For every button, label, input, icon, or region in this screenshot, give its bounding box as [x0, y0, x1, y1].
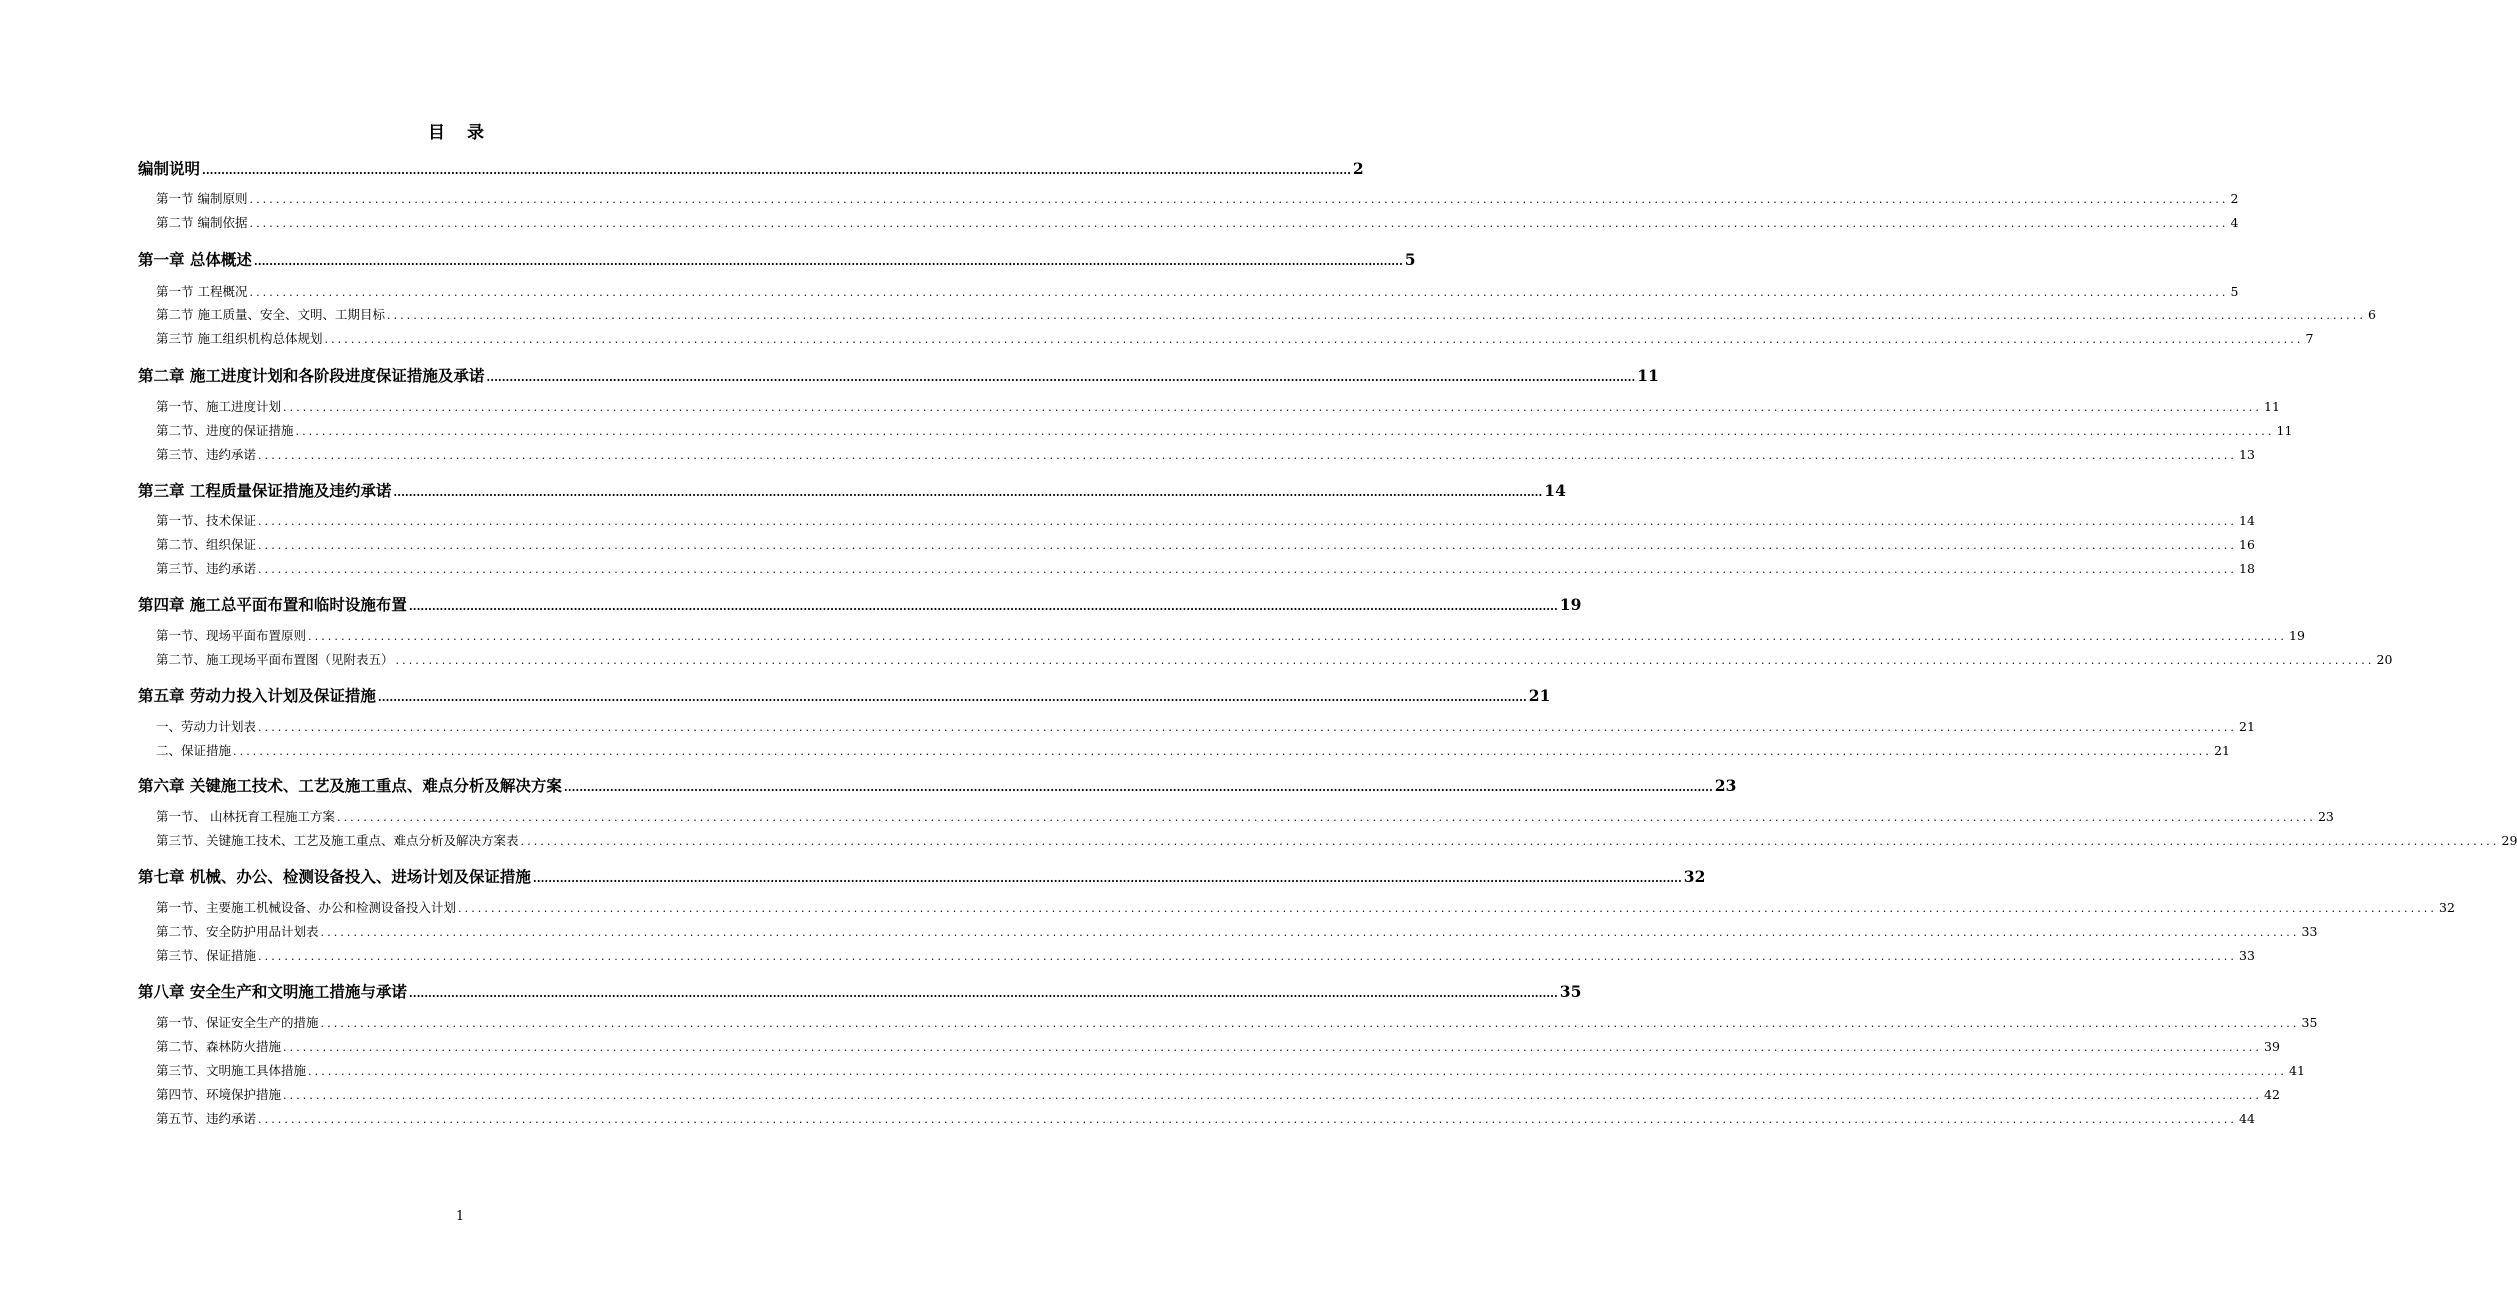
toc-entry-label: 第二节、进度的保证措施	[156, 423, 294, 438]
toc-entry-label: 第二节 编制依据	[156, 215, 248, 230]
toc-entry-page: 13	[2239, 447, 2255, 462]
toc-section-entry[interactable]	[156, 947, 2255, 965]
toc-entry-label: 第六章 关键施工技术、工艺及施工重点、难点分析及解决方案	[138, 776, 562, 795]
toc-section-entry[interactable]	[156, 808, 2334, 826]
toc-section-entry[interactable]	[156, 422, 2293, 440]
toc-entry-page: 35	[2301, 1015, 2318, 1030]
toc-entry-page: 19	[2289, 628, 2305, 643]
toc-chapter-entry[interactable]	[138, 685, 1551, 707]
toc-leader-dots: ............................................................................................................................................................................................................................................................................................................	[258, 950, 2237, 963]
toc-entry-label: 二、保证措施	[156, 743, 232, 758]
toc-entry-label: 第一节、主要施工机械设备、办公和检测设备投入计划	[156, 900, 457, 915]
toc-leader-dots: ............................................................................................................................................................................................................................................................................................................	[336, 811, 2316, 824]
toc-entry-page: 4	[2230, 215, 2239, 230]
toc-leader-dots: ............................................................................................................................................................................................................................................................................................................	[258, 563, 2237, 576]
toc-entry-page: 6	[2367, 307, 2376, 322]
toc-entry-page: 19	[1559, 595, 1582, 614]
toc-entry-label: 第二章 施工进度计划和各阶段进度保证措施及承诺	[138, 366, 485, 385]
toc-leader-dots: ............................................................................................................................................................................................................................................................................................................	[249, 286, 2229, 299]
toc-entry-label: 第一章 总体概述	[138, 250, 252, 269]
toc-entry-page: 44	[2239, 1111, 2255, 1126]
toc-entry-label: 第一节、技术保证	[156, 513, 257, 528]
toc-entry-page: 23	[1714, 776, 1737, 795]
toc-section-entry[interactable]	[156, 214, 2239, 232]
toc-entry-page: 20	[2376, 652, 2393, 667]
toc-leader-dots: ............................................................................................................................................................................................................................................................................................................	[520, 835, 2500, 848]
toc-leader-dots: ............................................................................................................................................................................................................................................................................................................	[563, 781, 1713, 794]
toc-entry-label: 第三章 工程质量保证措施及违约承诺	[138, 481, 392, 500]
toc-entry-page: 14	[1544, 481, 1566, 500]
toc-entry-page: 32	[2439, 900, 2455, 915]
toc-entry-label: 第二节、安全防护用品计划表	[156, 924, 319, 939]
toc-leader-dots: ............................................................................................................................................................................................................................................................................................................	[395, 654, 2375, 667]
toc-leader-dots: ............................................................................................................................................................................................................................................................................................................	[408, 600, 1558, 613]
toc-entry-page: 11	[2264, 399, 2280, 414]
toc-entry-page: 42	[2264, 1087, 2280, 1102]
toc-entry-label: 编制说明	[138, 159, 201, 178]
toc-entry-label: 第二节、森林防火措施	[156, 1039, 282, 1054]
toc-leader-dots: ............................................................................................................................................................................................................................................................................................................	[377, 691, 1527, 704]
toc-entry-label: 第三节、违约承诺	[156, 561, 257, 576]
toc-leader-dots: ............................................................................................................................................................................................................................................................................................................	[202, 164, 1351, 177]
toc-chapter-entry[interactable]	[138, 866, 1706, 888]
toc-leader-dots: ............................................................................................................................................................................................................................................................................................................	[233, 745, 2212, 758]
toc-section-entry[interactable]	[156, 1014, 2318, 1032]
toc-entry-page: 32	[1683, 867, 1706, 886]
toc-section-entry[interactable]	[156, 923, 2318, 941]
toc-section-entry[interactable]	[156, 446, 2255, 464]
toc-entry-page: 23	[2317, 809, 2334, 824]
toc-entry-label: 第二节 施工质量、安全、文明、工期目标	[156, 307, 385, 322]
toc-entry-page: 35	[1559, 982, 1582, 1001]
toc-section-entry[interactable]	[156, 1110, 2255, 1128]
toc-section-entry[interactable]	[156, 306, 2376, 324]
toc-section-entry[interactable]	[156, 1086, 2280, 1104]
toc-entry-label: 第一节、保证安全生产的措施	[156, 1015, 319, 1030]
toc-entry-label: 第三节 施工组织机构总体规划	[156, 331, 323, 346]
toc-section-entry[interactable]	[156, 1062, 2305, 1080]
toc-leader-dots: ............................................................................................................................................................................................................................................................................................................	[386, 309, 2366, 322]
toc-entry-label: 第三节、违约承诺	[156, 447, 257, 462]
toc-leader-dots: ............................................................................................................................................................................................................................................................................................................	[283, 1089, 2262, 1102]
toc-entry-page: 16	[2239, 537, 2255, 552]
toc-chapter-entry[interactable]	[138, 365, 1659, 387]
toc-leader-dots: ............................................................................................................................................................................................................................................................................................................	[393, 486, 1543, 499]
toc-section-entry[interactable]	[156, 560, 2255, 578]
toc-leader-dots: ............................................................................................................................................................................................................................................................................................................	[320, 1017, 2300, 1030]
toc-entry-label: 第五节、违约承诺	[156, 1111, 257, 1126]
toc-entry-page: 11	[1637, 366, 1659, 385]
toc-section-entry[interactable]	[156, 1038, 2280, 1056]
toc-leader-dots: ............................................................................................................................................................................................................................................................................................................	[308, 1065, 2287, 1078]
toc-leader-dots: ............................................................................................................................................................................................................................................................................................................	[324, 333, 2304, 346]
toc-leader-dots: ............................................................................................................................................................................................................................................................................................................	[283, 401, 2262, 414]
toc-entry-page: 14	[2239, 513, 2255, 528]
toc-section-entry[interactable]	[156, 832, 2517, 850]
toc-section-entry[interactable]	[156, 651, 2393, 669]
toc-entry-label: 第二节、组织保证	[156, 537, 257, 552]
toc-leader-dots: ............................................................................................................................................................................................................................................................................................................	[458, 902, 2437, 915]
toc-chapter-entry[interactable]	[138, 775, 1737, 797]
toc-entry-label: 第一节、 山林抚育工程施工方案	[156, 809, 335, 824]
toc-section-entry[interactable]	[156, 398, 2280, 416]
toc-entry-page: 39	[2264, 1039, 2280, 1054]
toc-entry-page: 33	[2239, 948, 2255, 963]
toc-entry-label: 第七章 机械、办公、检测设备投入、进场计划及保证措施	[138, 867, 531, 886]
toc-section-entry[interactable]	[156, 899, 2455, 917]
toc-entry-page: 5	[1404, 250, 1416, 269]
toc-leader-dots: ............................................................................................................................................................................................................................................................................................................	[253, 255, 1403, 268]
toc-section-entry[interactable]	[156, 627, 2305, 645]
toc-section-entry[interactable]	[156, 742, 2230, 760]
toc-entry-page: 2	[2230, 191, 2239, 206]
toc-entry-page: 33	[2301, 924, 2318, 939]
toc-entry-page: 5	[2230, 284, 2239, 299]
toc-leader-dots: ............................................................................................................................................................................................................................................................................................................	[258, 539, 2237, 552]
toc-leader-dots: ............................................................................................................................................................................................................................................................................................................	[308, 630, 2287, 643]
toc-section-entry[interactable]	[156, 718, 2255, 736]
toc-section-entry[interactable]	[156, 190, 2239, 208]
toc-chapter-entry[interactable]	[138, 158, 1364, 180]
toc-chapter-entry[interactable]	[138, 249, 1416, 271]
toc-title: 目 录	[428, 123, 492, 143]
toc-leader-dots: ............................................................................................................................................................................................................................................................................................................	[283, 1041, 2262, 1054]
toc-leader-dots: ............................................................................................................................................................................................................................................................................................................	[258, 721, 2237, 734]
toc-entry-page: 2	[1352, 159, 1364, 178]
toc-leader-dots: ............................................................................................................................................................................................................................................................................................................	[532, 872, 1682, 885]
page-number: 1	[455, 1209, 465, 1224]
toc-entry-page: 21	[2239, 719, 2255, 734]
toc-leader-dots: ............................................................................................................................................................................................................................................................................................................	[486, 371, 1636, 384]
toc-leader-dots: ............................................................................................................................................................................................................................................................................................................	[295, 425, 2275, 438]
toc-entry-page: 21	[1528, 686, 1551, 705]
toc-entry-page: 18	[2239, 561, 2255, 576]
toc-section-entry[interactable]	[156, 330, 2314, 348]
toc-leader-dots: ............................................................................................................................................................................................................................................................................................................	[249, 193, 2229, 206]
toc-entry-label: 第三节、保证措施	[156, 948, 257, 963]
toc-entry-label: 第一节、现场平面布置原则	[156, 628, 307, 643]
toc-entry-label: 第四章 施工总平面布置和临时设施布置	[138, 595, 407, 614]
toc-entry-label: 第五章 劳动力投入计划及保证措施	[138, 686, 376, 705]
toc-entry-label: 第一节 编制原则	[156, 191, 248, 206]
toc-chapter-entry[interactable]	[138, 480, 1566, 502]
toc-entry-label: 第二节、施工现场平面布置图（见附表五）	[156, 652, 394, 667]
toc-section-entry[interactable]	[156, 536, 2255, 554]
toc-entry-page: 29	[2501, 833, 2517, 848]
toc-leader-dots: ............................................................................................................................................................................................................................................................................................................	[320, 926, 2300, 939]
toc-section-entry[interactable]	[156, 283, 2239, 301]
toc-leader-dots: ............................................................................................................................................................................................................................................................................................................	[249, 217, 2229, 230]
toc-entry-label: 第一节 工程概况	[156, 284, 248, 299]
toc-entry-label: 一、劳动力计划表	[156, 719, 257, 734]
toc-entry-label: 第四节、环境保护措施	[156, 1087, 282, 1102]
toc-chapter-entry[interactable]	[138, 594, 1582, 616]
toc-chapter-entry[interactable]	[138, 981, 1582, 1003]
toc-entry-label: 第三节、文明施工具体措施	[156, 1063, 307, 1078]
toc-entry-page: 41	[2289, 1063, 2305, 1078]
toc-leader-dots: ............................................................................................................................................................................................................................................................................................................	[408, 987, 1558, 1000]
toc-entry-label: 第三节、关键施工技术、工艺及施工重点、难点分析及解决方案表	[156, 833, 519, 848]
toc-leader-dots: ............................................................................................................................................................................................................................................................................................................	[258, 449, 2237, 462]
toc-entry-page: 21	[2214, 743, 2230, 758]
toc-entry-label: 第八章 安全生产和文明施工措施与承诺	[138, 982, 407, 1001]
toc-entry-label: 第一节、施工进度计划	[156, 399, 282, 414]
toc-leader-dots: ............................................................................................................................................................................................................................................................................................................	[258, 1113, 2237, 1126]
toc-section-entry[interactable]	[156, 512, 2255, 530]
toc-entry-page: 7	[2305, 331, 2314, 346]
toc-leader-dots: ............................................................................................................................................................................................................................................................................................................	[258, 515, 2237, 528]
toc-entry-page: 11	[2276, 423, 2293, 438]
